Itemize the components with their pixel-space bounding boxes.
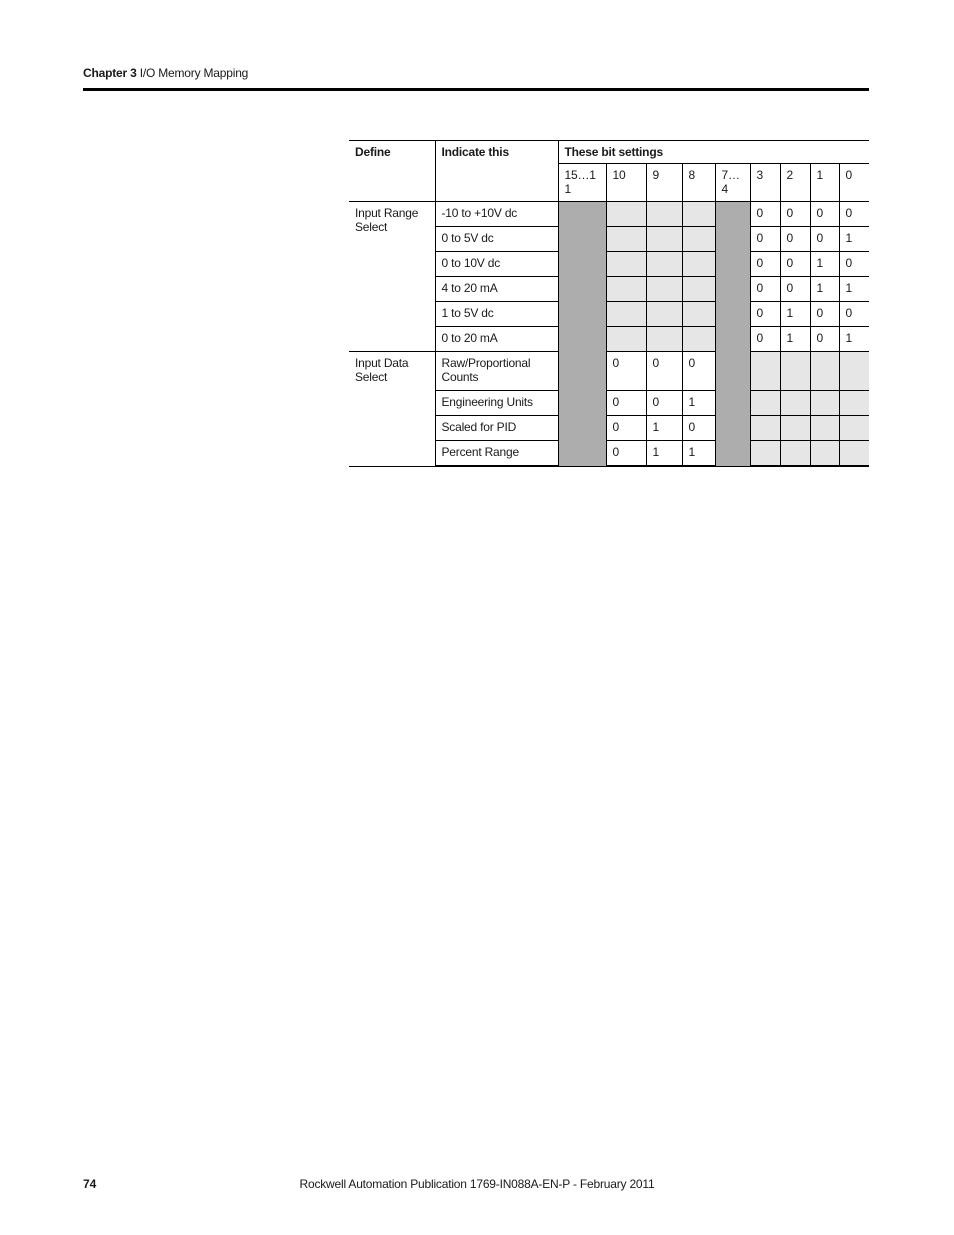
define-input-range: Input Range Select bbox=[349, 202, 435, 352]
reserved-bits-7-4 bbox=[715, 202, 750, 467]
table-row: Scaled for PID 0 1 0 bbox=[349, 416, 869, 441]
publication-footer bbox=[0, 1177, 954, 1191]
table-row: Engineering Units 0 0 1 bbox=[349, 391, 869, 416]
bit-col-3: 3 bbox=[750, 164, 780, 202]
table-row: 0 to 10V dc 0 0 1 0 bbox=[349, 252, 869, 277]
bit-col-7-4: 7… 4 bbox=[715, 164, 750, 202]
header-rule bbox=[83, 88, 869, 91]
reserved-bits-15-11 bbox=[558, 202, 606, 467]
table-row: Input Range Select -10 to +10V dc 0 0 0 0 bbox=[349, 202, 869, 227]
row-label: Raw/Proportional Counts bbox=[435, 352, 558, 391]
bit-col-15-11: 15…1 1 bbox=[558, 164, 606, 202]
header-define: Define bbox=[349, 141, 435, 202]
row-label: 0 to 5V dc bbox=[435, 227, 558, 252]
bit-col-0: 0 bbox=[839, 164, 869, 202]
table-row: 0 to 20 mA 0 1 0 1 bbox=[349, 327, 869, 352]
page-number: 74 bbox=[83, 1177, 97, 1191]
row-label: Percent Range bbox=[435, 441, 558, 467]
table-row: Input Data Select Raw/Proportional Counts 0 0 0 bbox=[349, 352, 869, 391]
header-bit-settings: These bit settings bbox=[558, 141, 869, 164]
row-label: -10 to +10V dc bbox=[435, 202, 558, 227]
running-header bbox=[83, 66, 248, 80]
row-label: Engineering Units bbox=[435, 391, 558, 416]
table-row: Percent Range 0 1 1 bbox=[349, 441, 869, 467]
bit-col-9: 9 bbox=[646, 164, 682, 202]
row-label: 0 to 20 mA bbox=[435, 327, 558, 352]
table-row: 0 to 5V dc 0 0 0 1 bbox=[349, 227, 869, 252]
row-label: 0 to 10V dc bbox=[435, 252, 558, 277]
bit-col-2: 2 bbox=[780, 164, 810, 202]
row-label: Scaled for PID bbox=[435, 416, 558, 441]
header-indicate: Indicate this bbox=[435, 141, 558, 202]
row-label: 4 to 20 mA bbox=[435, 277, 558, 302]
bit-settings-table bbox=[349, 140, 869, 467]
chapter-label: Chapter 3 bbox=[83, 66, 137, 80]
bit-col-10: 10 bbox=[606, 164, 646, 202]
define-input-data: Input Data Select bbox=[349, 352, 435, 467]
bit-col-8: 8 bbox=[682, 164, 715, 202]
bit-col-1: 1 bbox=[810, 164, 839, 202]
chapter-title: I/O Memory Mapping bbox=[139, 66, 249, 80]
table-row: 1 to 5V dc 0 1 0 0 bbox=[349, 302, 869, 327]
publication-text: Rockwell Automation Publication 1769-IN088A-EN-P - February 2011 bbox=[299, 1177, 655, 1191]
table-row: 4 to 20 mA 0 0 1 1 bbox=[349, 277, 869, 302]
row-label: 1 to 5V dc bbox=[435, 302, 558, 327]
